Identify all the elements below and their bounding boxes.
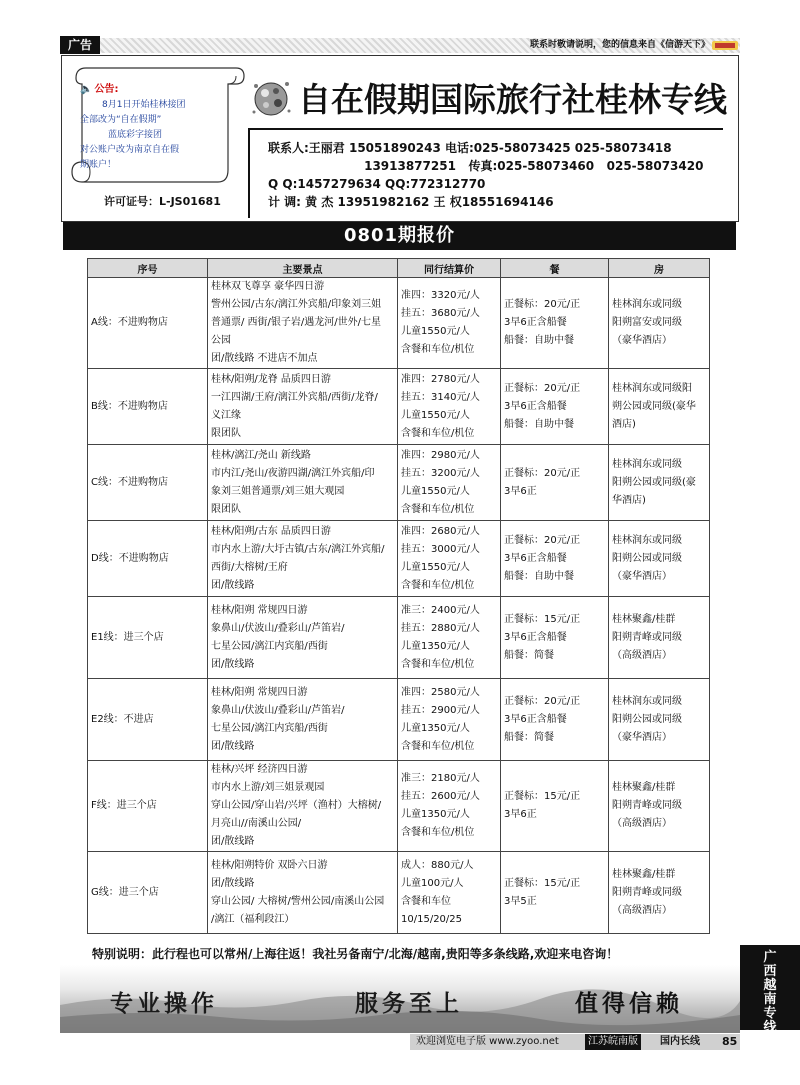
ad-tag: 广告 [60, 36, 100, 54]
hotel-cell: 桂林聚鑫/桂群 阳朔青峰或同级 （高级酒店） [609, 852, 710, 934]
meal-cell: 正餐标：15元/正 3早6正含船餐 船餐：简餐 [501, 597, 609, 679]
contact-line: Q Q:1457279634 QQ:772312770 [268, 177, 486, 191]
spots-cell: 桂林/兴坪 经济四日游 市内水上游/刘三姐景观园 穿山公园/穿山岩/兴坪（渔村）大榕树/ 月亮山//南溪山公园/ 团/散线路 [208, 761, 398, 852]
price-cell: 准四：2680元/人 挂五：3000元/人 儿童1550元/人 含餐和车位/机位 [398, 521, 501, 597]
line-id-cell: G线：进三个店 [88, 852, 208, 934]
meal-cell: 正餐标：20元/正 3早6正含船餐 船餐：自助中餐 [501, 369, 609, 445]
col-header-hotel: 房 [609, 259, 710, 278]
col-header-price: 同行结算价 [398, 259, 501, 278]
notice-line: 对公账户改为南京自在假 [80, 145, 180, 155]
page-number: 85 [722, 1035, 738, 1048]
license-number: 许可证号：L-JS01681 [104, 195, 221, 208]
spots-cell: 桂林/阳朔/龙脊 品质四日游 一江四湖/王府/漓江外宾船/西街/龙脊/ 义江缘 限团队 [208, 369, 398, 445]
price-table [87, 258, 710, 934]
spots-cell: 桂林/阳朔特价 双卧六日游 团/散线路 穿山公园/ 大榕树/訾州公园/南溪山公园 /漓江（福利段江） [208, 852, 398, 934]
line-id-cell: C线：不进购物店 [88, 445, 208, 521]
line-id-cell: A线：不进购物店 [88, 278, 208, 369]
meal-cell: 正餐标：20元/正 3早6正含船餐 船餐：自助中餐 [501, 278, 609, 369]
notice-line: 蓝底彩字接团 [108, 130, 163, 140]
table-row [88, 278, 710, 369]
notice-line: 期账户！ [80, 160, 117, 170]
globe-logo-icon [250, 78, 292, 120]
notice-line: 全部改为“自在假期” [80, 115, 162, 125]
slogan: 服务至上 [355, 991, 463, 1017]
notice-title: 公告: [94, 84, 119, 95]
col-header-meal: 餐 [501, 259, 609, 278]
spots-cell: 桂林双飞尊享 豪华四日游 訾州公园/古东/漓江外宾船/印象刘三姐 普通票/ 西街/银子岩/遇龙河/世外/七星 公园 团/散线路 不进店不加点 [208, 278, 398, 369]
header-note: 联系时敬请说明，您的信息来自《信游天下》 [529, 40, 710, 50]
price-cell: 准三：2400元/人 挂五：2880元/人 儿童1350元/人 含餐和车位/机位 [398, 597, 501, 679]
table-row [88, 521, 710, 597]
line-id-cell: B线：不进购物店 [88, 369, 208, 445]
price-cell: 准四：2980元/人 挂五：3200元/人 儿童1550元/人 含餐和车位/机位 [398, 445, 501, 521]
price-cell: 准三：2180元/人 挂五：2600元/人 儿童1350元/人 含餐和车位/机位 [398, 761, 501, 852]
issue-title: 0801期报价 [63, 222, 736, 250]
contact-line: 联系人:王丽君 15051890243 电话:025-58073425 025-58073418 [268, 141, 672, 155]
table-row [88, 369, 710, 445]
table-header-row [88, 259, 710, 278]
price-cell: 准四：2780元/人 挂五：3140元/人 儿童1550元/人 含餐和车位/机位 [398, 369, 501, 445]
speaker-icon: 🔈 [80, 84, 93, 95]
contact-line: 13913877251 传真:025-58073460 025-58073420 [268, 159, 704, 173]
publisher-logo [712, 39, 738, 52]
table-row [88, 679, 710, 761]
footer-region: 江苏皖南版 [585, 1034, 641, 1050]
table-row [88, 445, 710, 521]
meal-cell: 正餐标：20元/正 3早6正含船餐 船餐：简餐 [501, 679, 609, 761]
meal-cell: 正餐标：20元/正 3早6正含船餐 船餐：自助中餐 [501, 521, 609, 597]
footer-section: 国内长线 [660, 1036, 700, 1047]
line-id-cell: E1线：进三个店 [88, 597, 208, 679]
hotel-cell: 桂林润东或同级 阳朔公园或同级 （豪华酒店） [609, 521, 710, 597]
hotel-cell: 桂林润东或同级 阳朔公园或同级(豪 华酒店) [609, 445, 710, 521]
slogan: 专业操作 [110, 991, 218, 1017]
table-row [88, 852, 710, 934]
hotel-cell: 桂林聚鑫/桂群 阳朔青峰或同级 （高级酒店） [609, 761, 710, 852]
spots-cell: 桂林/阳朔/古东 品质四日游 市内水上游/大圩古镇/古东/漓江外宾船/ 西街/大榕树/王府 团/散线路 [208, 521, 398, 597]
price-cell: 准四：2580元/人 挂五：2900元/人 儿童1350元/人 含餐和车位/机位 [398, 679, 501, 761]
hotel-cell: 桂林润东或同级 阳朔公园或同级 （豪华酒店） [609, 679, 710, 761]
line-id-cell: D线：不进购物店 [88, 521, 208, 597]
price-cell: 准四：3320元/人 挂五：3680元/人 儿童1550元/人 含餐和车位/机位 [398, 278, 501, 369]
table-row [88, 761, 710, 852]
notice-line: 8月1日开始桂林接团 [102, 100, 186, 110]
agency-title: 自在假期国际旅行社桂林专线 [298, 80, 727, 119]
slogan: 值得信赖 [575, 991, 683, 1017]
line-id-cell: F线：进三个店 [88, 761, 208, 852]
side-tab-label: 广西越南专线 [763, 950, 777, 1035]
hotel-cell: 桂林润东或同级 阳朔富安或同级 （豪华酒店） [609, 278, 710, 369]
special-note: 特别说明：此行程也可以常州/上海往返！我社另备南宁/北海/越南,贵阳等多条线路,欢迎来电咨询！ [92, 947, 619, 961]
section-side-tab [740, 945, 800, 1035]
table-row [88, 597, 710, 679]
hotel-cell: 桂林聚鑫/桂群 阳朔青峰或同级 （高级酒店） [609, 597, 710, 679]
price-cell: 成人：880元/人 儿童100元/人 含餐和车位 10/15/20/25 [398, 852, 501, 934]
meal-cell: 正餐标：20元/正 3早6正 [501, 445, 609, 521]
meal-cell: 正餐标：15元/正 3早6正 [501, 761, 609, 852]
hotel-cell: 桂林润东或同级阳 朔公园或同级(豪华 酒店) [609, 369, 710, 445]
col-header-number: 序号 [88, 259, 208, 278]
footer-browse: 欢迎浏览电子版 www.zyoo.net [416, 1036, 559, 1047]
spots-cell: 桂林/阳朔 常规四日游 象鼻山/伏波山/叠彩山/芦笛岩/ 七星公园/漓江内宾船/西街 团/散线路 [208, 679, 398, 761]
spots-cell: 桂林/阳朔 常规四日游 象鼻山/伏波山/叠彩山/芦笛岩/ 七星公园/漓江内宾船/西街 团/散线路 [208, 597, 398, 679]
line-id-cell: E2线：不进店 [88, 679, 208, 761]
meal-cell: 正餐标：15元/正 3早5正 [501, 852, 609, 934]
contact-line: 计 调: 黄 杰 13951982162 王 权18551694146 [268, 195, 554, 209]
spots-cell: 桂林/漓江/尧山 新线路 市内江/尧山/夜游四湖/漓江外宾船/印 象刘三姐普通票/刘三姐大观园 限团队 [208, 445, 398, 521]
col-header-spots: 主要景点 [208, 259, 398, 278]
notice [80, 82, 230, 173]
